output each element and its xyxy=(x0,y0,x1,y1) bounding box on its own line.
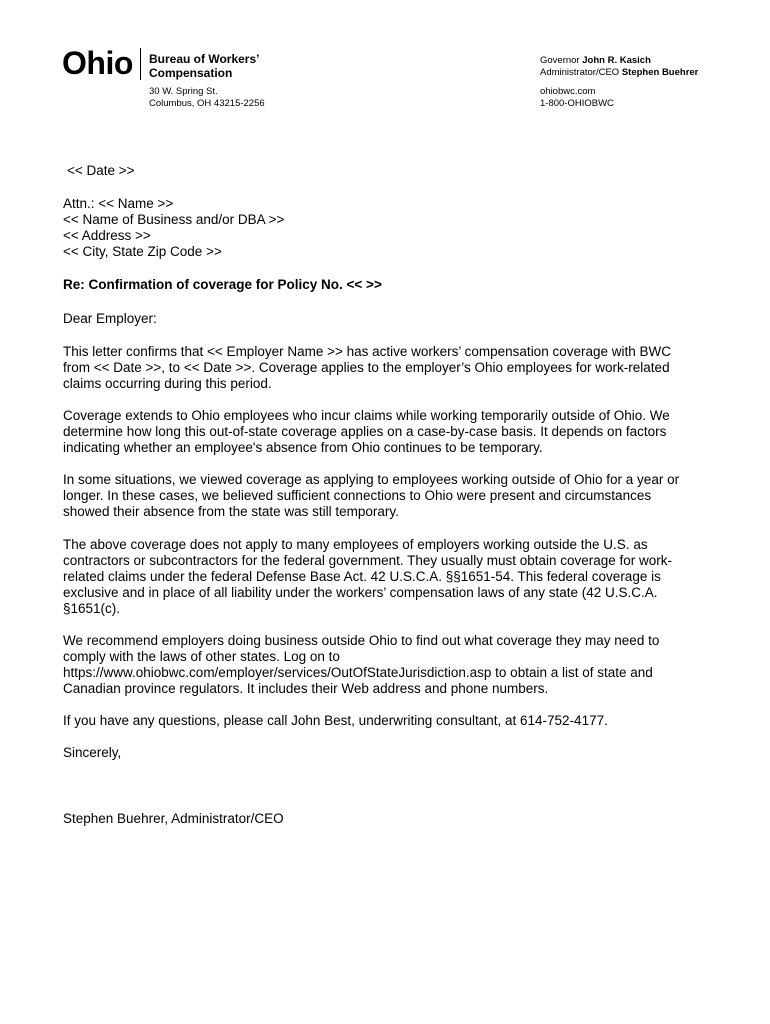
paragraph-line: contractors or subcontractors for the federal government. They usually must obtain coverage for work- xyxy=(63,552,673,568)
officials xyxy=(540,55,698,79)
contact-info xyxy=(540,86,614,110)
logo-divider xyxy=(140,48,141,80)
website: ohiobwc.com xyxy=(540,86,596,97)
phone: 1-800-OHIOBWC xyxy=(540,98,614,109)
signature: Stephen Buehrer, Administrator/CEO xyxy=(63,810,284,826)
salutation: Dear Employer: xyxy=(63,310,157,326)
administrator-title: Administrator/CEO xyxy=(540,67,620,78)
bureau-name-line1: Bureau of Workers’ xyxy=(149,52,260,66)
paragraph-line: from << Date >>, to << Date >>. Coverage applies to the employer’s Ohio employees for work-related xyxy=(63,359,670,375)
paragraph-line: §1651(c). xyxy=(63,600,121,616)
administrator-name: Stephen Buehrer xyxy=(621,67,699,78)
paragraph-line: determine how long this out-of-state coverage applies on a case-by-case basis. It depends on factors xyxy=(63,424,667,440)
address-line2: Columbus, OH 43215-2256 xyxy=(149,98,265,109)
governor-name: John R. Kasich xyxy=(582,55,651,66)
office-address xyxy=(149,86,265,110)
subject-line: Re: Confirmation of coverage for Policy No. << >> xyxy=(63,277,382,293)
paragraph-line: related claims under the federal Defense Base Act. 42 U.S.C.A. §§1651-54. This federal coverage is xyxy=(63,568,661,584)
letter-date: << Date >> xyxy=(67,163,135,178)
paragraph-questions: If you have any questions, please call John Best, underwriting consultant, at 614-752-4177. xyxy=(63,713,608,729)
paragraph-coverage-confirmation xyxy=(63,344,713,392)
paragraph-line: comply with the laws of other states. Log on to xyxy=(63,649,340,665)
administrator-line xyxy=(540,67,698,79)
paragraph-line: exclusive and in place of all liability under the workers’ compensation laws of any state (42 U.S.C.A. xyxy=(63,584,658,600)
paragraph-line: claims occurring during this period. xyxy=(63,375,272,391)
letterhead xyxy=(0,0,770,130)
paragraph-line: In some situations, we viewed coverage as applying to employees working outside of Ohio for a year or xyxy=(63,472,680,488)
recipient-address: << Address >> xyxy=(63,228,151,244)
closing: Sincerely, xyxy=(63,745,122,761)
paragraph-line: Canadian province regulators. It includes their Web address and phone numbers. xyxy=(63,681,549,697)
paragraph-line: We recommend employers doing business outside Ohio to find out what coverage they may need to xyxy=(63,632,660,648)
paragraph-line: https://www.ohiobwc.com/employer/services/OutOfStateJurisdiction.asp to obtain a list of state and xyxy=(63,665,653,681)
paragraph-line: showed their absence from the state was still temporary. xyxy=(63,504,399,520)
paragraph-recommendation xyxy=(63,633,713,697)
recipient-city-state-zip: << City, State Zip Code >> xyxy=(63,244,222,260)
paragraph-long-term xyxy=(63,472,713,520)
bureau-name-line2: Compensation xyxy=(149,66,233,80)
governor-title: Governor xyxy=(540,55,580,66)
paragraph-line: Coverage extends to Ohio employees who incur claims while working temporarily outside of Ohio. We xyxy=(63,407,670,423)
governor-line xyxy=(540,55,698,67)
paragraph-line: longer. In these cases, we believed sufficient connections to Ohio were present and circumstances xyxy=(63,488,652,504)
paragraph-line: The above coverage does not apply to many employees of employers working outside the U.S. as xyxy=(63,536,648,552)
paragraph-line: indicating whether an employee's absence from Ohio continues to be temporary. xyxy=(63,440,543,456)
paragraph-line: This letter confirms that << Employer Name >> has active workers’ compensation coverage with BWC xyxy=(63,343,671,359)
paragraph-federal-exclusion xyxy=(63,537,713,617)
recipient-business: << Name of Business and/or DBA >> xyxy=(63,212,285,228)
letter-body xyxy=(63,163,713,827)
bureau-name xyxy=(149,52,259,80)
recipient-block xyxy=(63,196,713,260)
address-line1: 30 W. Spring St. xyxy=(149,86,218,97)
paragraph-out-of-state xyxy=(63,408,713,456)
ohio-logo: Ohio xyxy=(62,45,133,81)
recipient-attn: Attn.: << Name >> xyxy=(63,196,174,212)
